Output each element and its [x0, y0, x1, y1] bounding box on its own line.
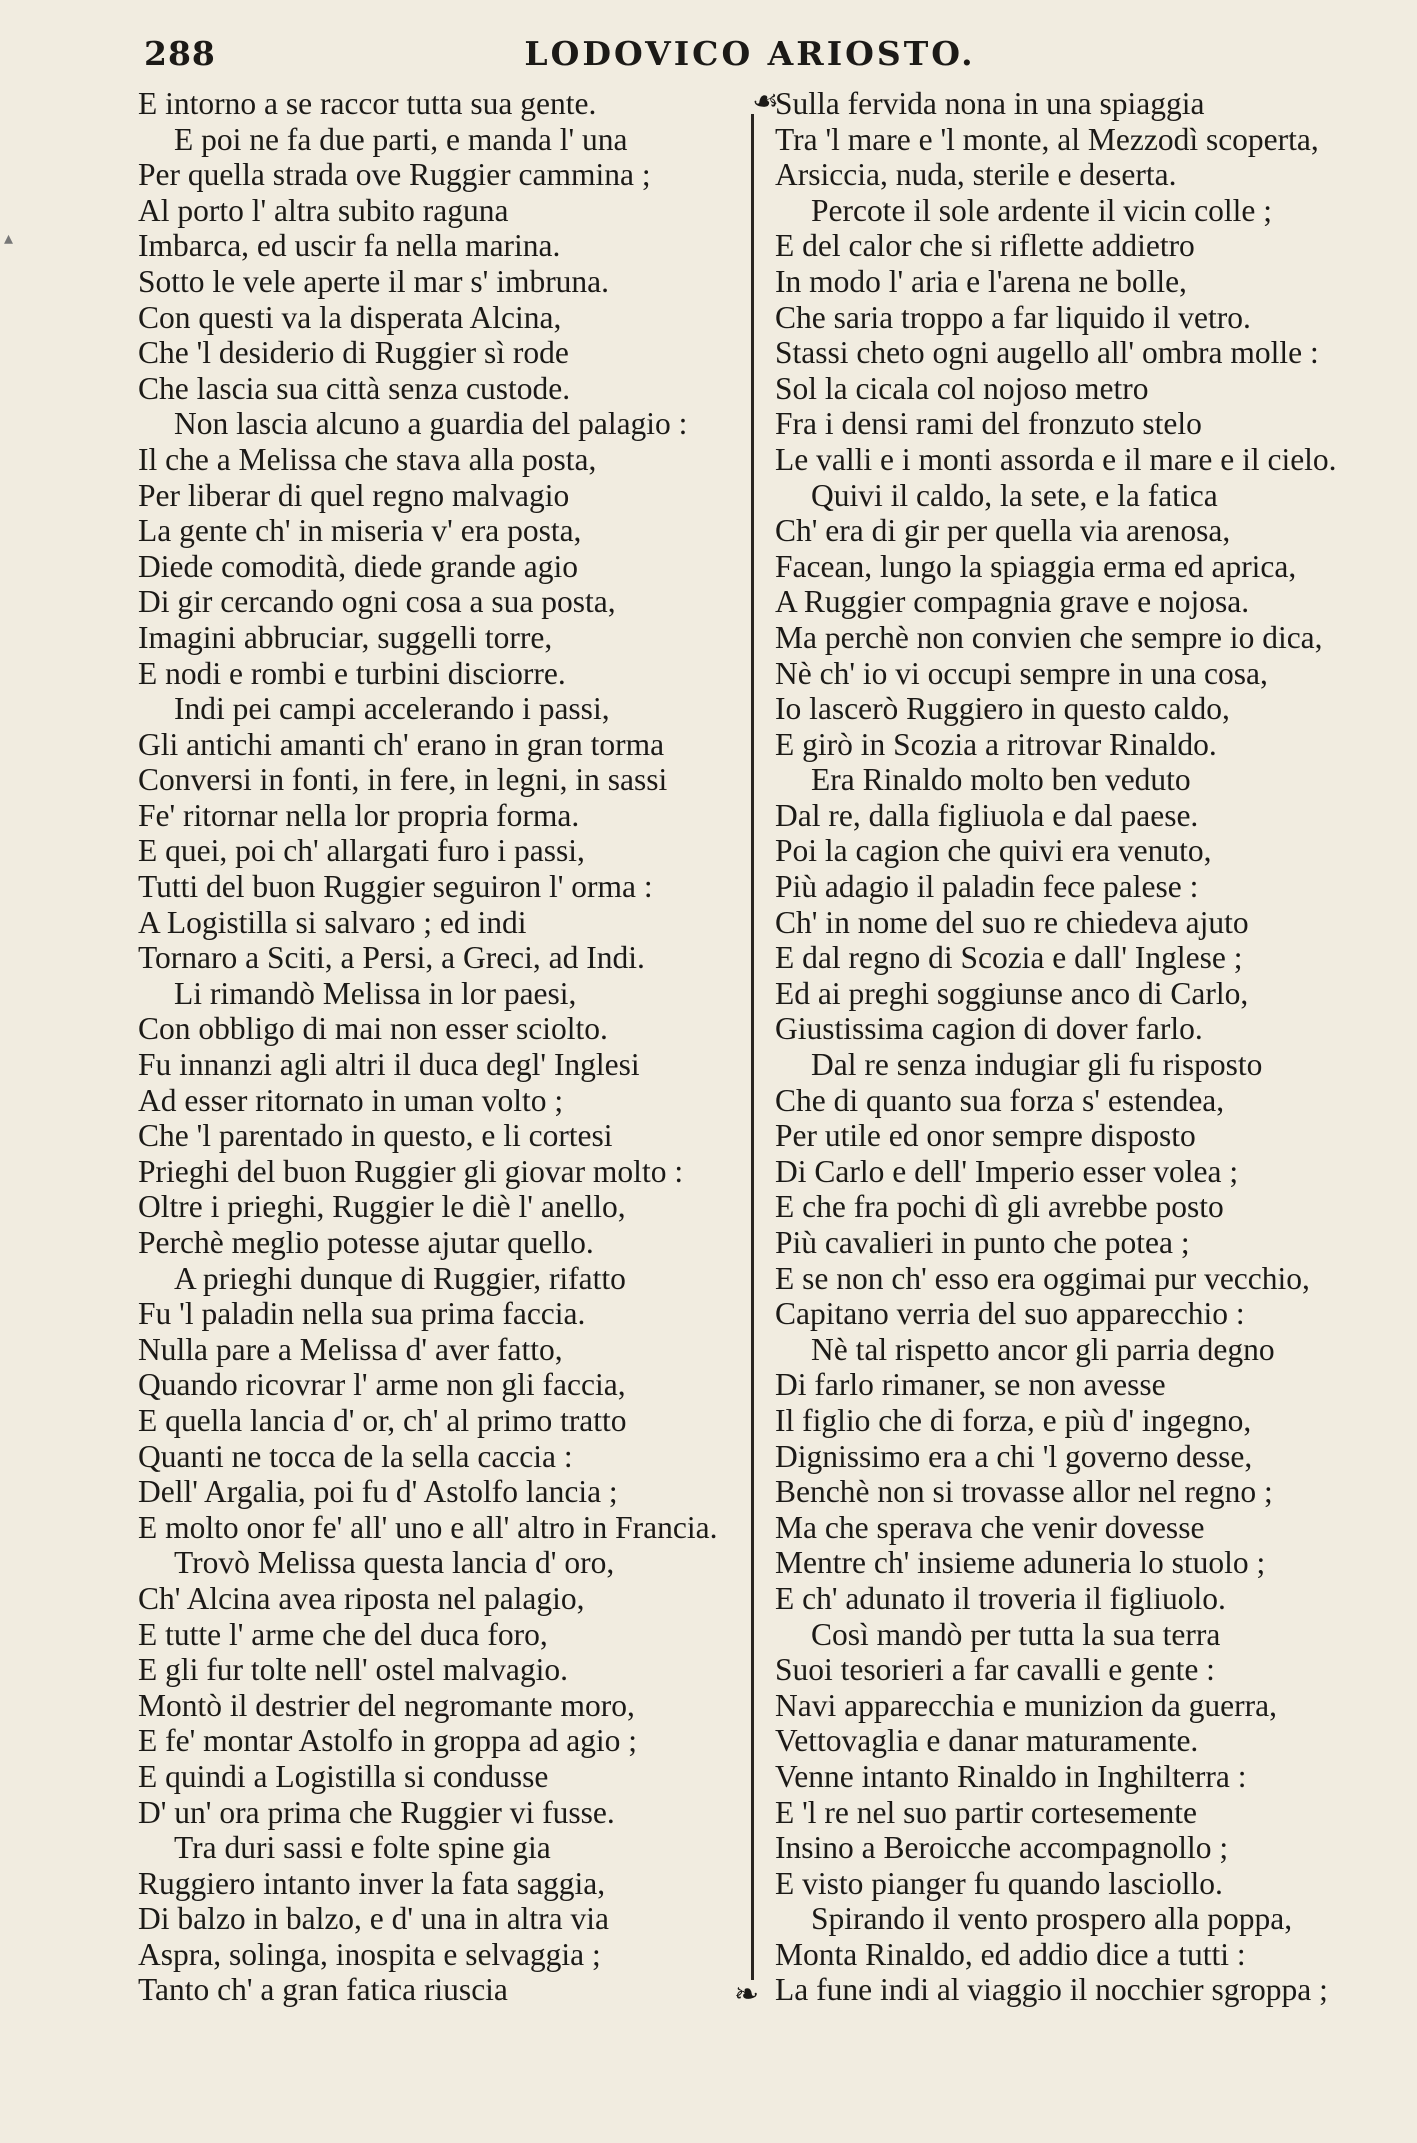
verse-line: Tutti del buon Ruggier seguiron l' orma :: [138, 869, 653, 905]
verse-line: Nè tal rispetto ancor gli parria degno: [811, 1331, 1275, 1367]
verse-line: Al porto l' altra subito raguna: [138, 192, 509, 228]
verse-line: Sulla fervida nona in una spiaggia: [775, 86, 1205, 121]
verse-line: Montò il destrier del negromante moro,: [138, 1687, 635, 1723]
fleuron-bottom-icon: ❧: [734, 1977, 760, 2012]
verse-line: Ad esser ritornato in uman volto ;: [138, 1082, 564, 1118]
verse-line: Oltre i prieghi, Ruggier le diè l' anello,: [138, 1189, 626, 1225]
verse-line: D' un' ora prima che Ruggier vi fusse.: [138, 1794, 615, 1830]
verse-line: Trovò Melissa questa lancia d' oro,: [174, 1545, 615, 1581]
verse-line: Poi la cagion che quivi era venuto,: [775, 833, 1212, 869]
verse-line: Che lascia sua città senza custode.: [138, 370, 571, 406]
verse-line: Quivi il caldo, la sete, e la fatica: [811, 477, 1218, 513]
verse-line: Ma che sperava che venir dovesse: [775, 1509, 1205, 1545]
fleuron-top-icon: ☙: [752, 84, 779, 119]
verse-line: Non lascia alcuno a guardia del palagio :: [174, 406, 688, 442]
verse-line: Imagini abbruciar, suggelli torre,: [138, 619, 553, 655]
verse-line: La gente ch' in miseria v' era posta,: [138, 513, 582, 549]
verse-line: Tra duri sassi e folte spine gia: [174, 1830, 551, 1866]
verse-line: Con questi va la disperata Alcina,: [138, 299, 562, 335]
verse-line: Che di quanto sua forza s' estendea,: [775, 1082, 1225, 1118]
verse-line: Li rimandò Melissa in lor paesi,: [174, 975, 577, 1011]
verse-line: E se non ch' esso era oggimai pur vecchio,: [775, 1260, 1310, 1296]
verse-line: Che saria troppo a far liquido il vetro.: [775, 299, 1251, 335]
verse-line: Fra i densi rami del fronzuto stelo: [775, 406, 1202, 442]
verse-line: Navi apparecchia e munizion da guerra,: [775, 1687, 1278, 1723]
verse-line: Spirando il vento prospero alla poppa,: [811, 1901, 1293, 1937]
verse-line: Io lascerò Ruggiero in questo caldo,: [775, 691, 1230, 727]
verse-line: Di balzo in balzo, e d' una in altra via: [138, 1901, 610, 1937]
verse-line: Vettovaglia e danar maturamente.: [775, 1723, 1199, 1759]
verse-line: Per liberar di quel regno malvagio: [138, 477, 570, 513]
verse-line: E visto pianger fu quando lasciollo.: [775, 1865, 1223, 1901]
verse-line: Ch' era di gir per quella via arenosa,: [775, 513, 1231, 549]
verse-line: Capitano verria del suo apparecchio :: [775, 1296, 1245, 1332]
verse-line: E dal regno di Scozia e dall' Inglese ;: [775, 940, 1243, 976]
verse-line: Ruggiero intanto inver la fata saggia,: [138, 1865, 606, 1901]
verse-line: Quanti ne tocca de la sella caccia :: [138, 1438, 573, 1474]
verse-line: Ch' Alcina avea riposta nel palagio,: [138, 1580, 585, 1616]
verse-line: Ed ai preghi soggiunse anco di Carlo,: [775, 975, 1249, 1011]
verse-line: Giustissima cagion di dover farlo.: [775, 1011, 1203, 1047]
verse-line: Che 'l desiderio di Ruggier sì rode: [138, 335, 569, 371]
verse-line: Aspra, solinga, inospita e selvaggia ;: [138, 1936, 601, 1972]
verse-line: Indi pei campi accelerando i passi,: [174, 691, 610, 727]
verse-line: Tornaro a Sciti, a Persi, a Greci, ad Indi.: [138, 940, 645, 976]
verse-line: Fu 'l paladin nella sua prima faccia.: [138, 1296, 586, 1332]
verse-line: Nè ch' io vi occupi sempre in una cosa,: [775, 655, 1268, 691]
verse-line: Ma perchè non convien che sempre io dica,: [775, 619, 1323, 655]
verse-line: E quella lancia d' or, ch' al primo tratto: [138, 1402, 627, 1438]
verse-line: Con obbligo di mai non esser sciolto.: [138, 1011, 608, 1047]
margin-mark: ▴: [4, 228, 14, 249]
verse-line: E girò in Scozia a ritrovar Rinaldo.: [775, 726, 1217, 762]
column-rule: [751, 114, 754, 1980]
verse-line: Sol la cicala col nojoso metro: [775, 370, 1149, 406]
verse-line: Era Rinaldo molto ben veduto: [811, 762, 1191, 798]
verse-line: Dell' Argalia, poi fu d' Astolfo lancia ;: [138, 1474, 618, 1510]
verse-line: Per utile ed onor sempre disposto: [775, 1118, 1196, 1154]
verse-line: E molto onor fe' all' uno e all' altro in Francia.: [138, 1509, 718, 1545]
verse-line: La fune indi al viaggio il nocchier sgroppa ;: [775, 1972, 1328, 2008]
verse-line: Insino a Beroicche accompagnollo ;: [775, 1830, 1229, 1866]
verse-line: A Logistilla si salvaro ; ed indi: [138, 904, 527, 940]
verse-line: Fu innanzi agli altri il duca degl' Inglesi: [138, 1047, 640, 1083]
verse-line: Dal re, dalla figliuola e dal paese.: [775, 797, 1199, 833]
page-number: 288: [144, 34, 216, 73]
right-column: [775, 86, 1385, 2008]
verse-line: Gli antichi amanti ch' erano in gran torma: [138, 726, 665, 762]
verse-line: Nulla pare a Melissa d' aver fatto,: [138, 1331, 563, 1367]
verse-line: Facean, lungo la spiaggia erma ed aprica,: [775, 548, 1297, 584]
verse-line: Per quella strada ove Ruggier cammina ;: [138, 157, 651, 193]
verse-line: E 'l re nel suo partir cortesemente: [775, 1794, 1198, 1830]
verse-line: Tra 'l mare e 'l monte, al Mezzodì scoperta,: [775, 121, 1319, 157]
verse-line: Prieghi del buon Ruggier gli giovar molto :: [138, 1153, 684, 1189]
verse-line: Più adagio il paladin fece palese :: [775, 869, 1199, 905]
verse-line: Di Carlo e dell' Imperio esser volea ;: [775, 1153, 1239, 1189]
verse-line: E che fra pochi dì gli avrebbe posto: [775, 1189, 1224, 1225]
verse-line: E fe' montar Astolfo in groppa ad agio ;: [138, 1723, 638, 1759]
verse-line: E intorno a se raccor tutta sua gente.: [138, 86, 597, 121]
verse-line: Conversi in fonti, in fere, in legni, in sassi: [138, 762, 668, 798]
running-title: LODOVICO ARIOSTO.: [524, 34, 976, 73]
verse-line: Stassi cheto ogni augello all' ombra molle :: [775, 335, 1319, 371]
verse-line: Arsiccia, nuda, sterile e deserta.: [775, 157, 1177, 193]
verse-line: Così mandò per tutta la sua terra: [811, 1616, 1221, 1652]
verse-line: Il figlio che di forza, e più d' ingegno,: [775, 1402, 1252, 1438]
verse-line: E poi ne fa due parti, e manda l' una: [174, 121, 628, 157]
verse-line: Dignissimo era a chi 'l governo desse,: [775, 1438, 1253, 1474]
verse-line: Mentre ch' insieme aduneria lo stuolo ;: [775, 1545, 1266, 1581]
verse-line: Dal re senza indugiar gli fu risposto: [811, 1047, 1263, 1083]
verse-line: Che 'l parentado in questo, e li cortesi: [138, 1118, 613, 1154]
verse-line: E quei, poi ch' allargati furo i passi,: [138, 833, 585, 869]
verse-line: Perchè meglio potesse ajutar quello.: [138, 1225, 594, 1260]
verse-line: Ch' in nome del suo re chiedeva ajuto: [775, 904, 1249, 940]
verse-line: Venne intanto Rinaldo in Inghilterra :: [775, 1758, 1247, 1794]
verse-line: Tanto ch' a gran fatica riuscia: [138, 1972, 508, 2008]
verse-line: Diede comodità, diede grande agio: [138, 548, 578, 584]
verse-line: Suoi tesorieri a far cavalli e gente :: [775, 1652, 1215, 1688]
page-header: [140, 34, 1360, 84]
verse-line: Più cavalieri in punto che potea ;: [775, 1225, 1190, 1260]
verse-line: In modo l' aria e l'arena ne bolle,: [775, 263, 1187, 299]
verse-line: Quando ricovrar l' arme non gli faccia,: [138, 1367, 626, 1403]
verse-line: E tutte l' arme che del duca foro,: [138, 1616, 548, 1652]
verse-line: Sotto le vele aperte il mar s' imbruna.: [138, 263, 610, 299]
verse-line: E gli fur tolte nell' ostel malvagio.: [138, 1652, 568, 1688]
verse-line: E nodi e rombi e turbini disciorre.: [138, 655, 566, 691]
verse-line: E ch' adunato il troveria il figliuolo.: [775, 1580, 1226, 1616]
verse-line: Di farlo rimaner, se non avesse: [775, 1367, 1166, 1403]
verse-line: A prieghi dunque di Ruggier, rifatto: [174, 1260, 626, 1296]
verse-line: Imbarca, ed uscir fa nella marina.: [138, 228, 561, 264]
verse-line: Di gir cercando ogni cosa a sua posta,: [138, 584, 616, 620]
verse-line: Percote il sole ardente il vicin colle ;: [811, 192, 1272, 228]
verse-line: Monta Rinaldo, ed addio dice a tutti :: [775, 1936, 1246, 1972]
verse-line: Il che a Melissa che stava alla posta,: [138, 441, 597, 477]
verse-line: Fe' ritornar nella lor propria forma.: [138, 797, 580, 833]
left-column: [138, 86, 748, 2008]
verse-line: A Ruggier compagnia grave e nojosa.: [775, 584, 1250, 620]
verse-line: Benchè non si trovasse allor nel regno ;: [775, 1474, 1273, 1510]
verse-line: Le valli e i monti assorda e il mare e il cielo.: [775, 441, 1337, 477]
verse-line: E del calor che si riflette addietro: [775, 228, 1195, 264]
verse-line: E quindi a Logistilla si condusse: [138, 1758, 549, 1794]
